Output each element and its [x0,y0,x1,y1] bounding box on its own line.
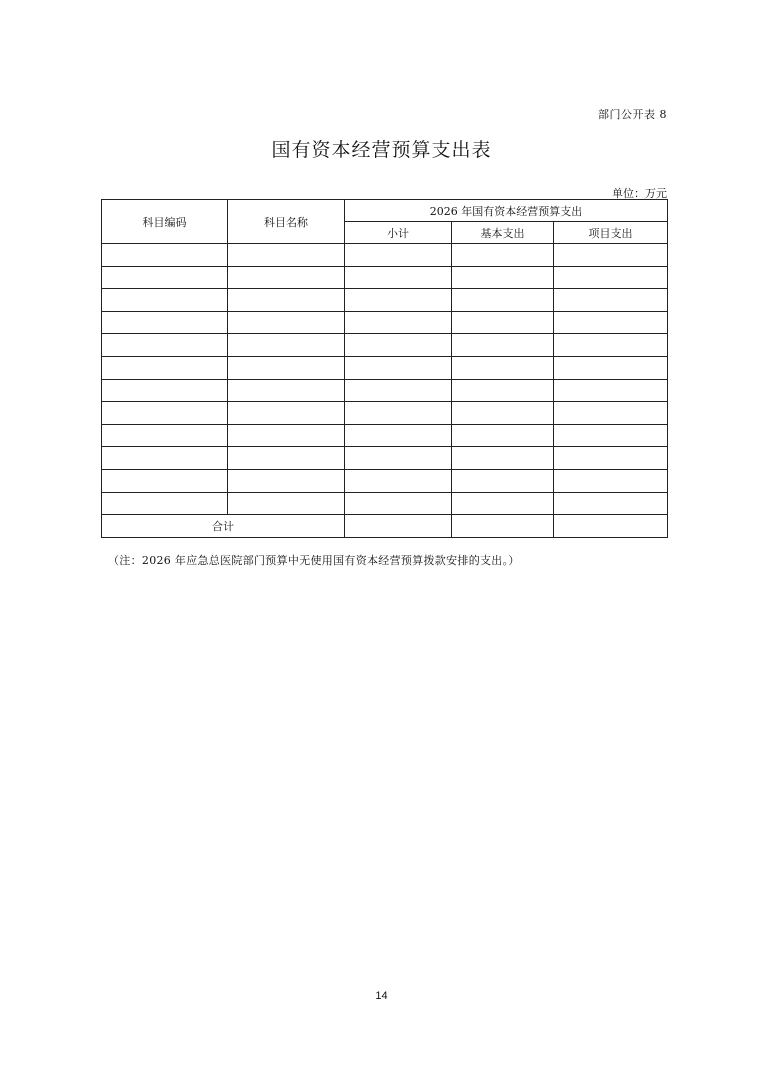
table-cell [452,244,554,267]
table-cell [228,402,345,425]
table-cell [102,334,228,357]
table-cell [554,492,668,515]
table-cell [102,311,228,334]
table-row [102,447,668,470]
header-expenditure-group: 2026 年国有资本经营预算支出 [345,200,668,222]
table-row [102,244,668,267]
table-body [102,244,668,538]
total-subtotal-cell [345,515,452,538]
table-cell [554,379,668,402]
table-cell [452,492,554,515]
table-cell [345,447,452,470]
page-number: 14 [375,990,388,1002]
table-cell [345,244,452,267]
unit-label: 单位：万元 [612,187,667,200]
table-cell [102,469,228,492]
table-cell [228,379,345,402]
table-cell [345,356,452,379]
table-cell [102,244,228,267]
table-cell [102,266,228,289]
table-row [102,266,668,289]
table-row [102,469,668,492]
table-cell [228,356,345,379]
table-row [102,289,668,312]
table-cell [102,379,228,402]
table-cell [554,289,668,312]
table-cell [228,424,345,447]
footnote: （注：2026 年应急总医院部门预算中无使用国有资本经营预算拨款安排的支出。） [108,554,520,567]
table-cell [228,266,345,289]
table-cell [345,424,452,447]
table-cell [452,334,554,357]
header-project-expenditure: 项目支出 [554,222,668,244]
table-cell [345,289,452,312]
table-cell [452,266,554,289]
table-cell [554,402,668,425]
table-cell [345,311,452,334]
table-row [102,424,668,447]
page-title: 国有资本经营预算支出表 [271,139,492,161]
table-cell [228,492,345,515]
table-cell [452,379,554,402]
table-cell [102,492,228,515]
table-cell [554,424,668,447]
table-cell [228,334,345,357]
table-cell [452,447,554,470]
table-cell [345,492,452,515]
table-cell [345,379,452,402]
table-cell [102,356,228,379]
table-cell [452,356,554,379]
table-cell [554,356,668,379]
table-cell [228,469,345,492]
table-cell [452,469,554,492]
table-cell [345,469,452,492]
table-cell [452,424,554,447]
table-cell [228,289,345,312]
table-cell [452,402,554,425]
table-cell [102,289,228,312]
total-label: 合计 [102,515,345,538]
header-subject-code: 科目编码 [102,200,228,244]
table-cell [345,266,452,289]
table-number-label: 部门公开表 8 [598,108,667,121]
table-cell [345,402,452,425]
table-cell [228,447,345,470]
table-row [102,492,668,515]
table-row [102,379,668,402]
table-cell [554,266,668,289]
table-row [102,334,668,357]
table-cell [554,334,668,357]
budget-table [101,199,668,538]
header-basic-expenditure: 基本支出 [452,222,554,244]
table-cell [452,311,554,334]
table-cell [228,311,345,334]
table-cell [554,447,668,470]
table-row [102,402,668,425]
table-cell [345,334,452,357]
table-cell [554,469,668,492]
header-subtotal: 小计 [345,222,452,244]
table-cell [554,311,668,334]
table-cell [228,244,345,267]
total-project-cell [554,515,668,538]
table-row [102,356,668,379]
table-cell [452,289,554,312]
table-cell [102,447,228,470]
header-subject-name: 科目名称 [228,200,345,244]
total-row [102,515,668,538]
table-cell [102,402,228,425]
total-basic-cell [452,515,554,538]
table-cell [102,424,228,447]
table-row [102,311,668,334]
table-cell [554,244,668,267]
